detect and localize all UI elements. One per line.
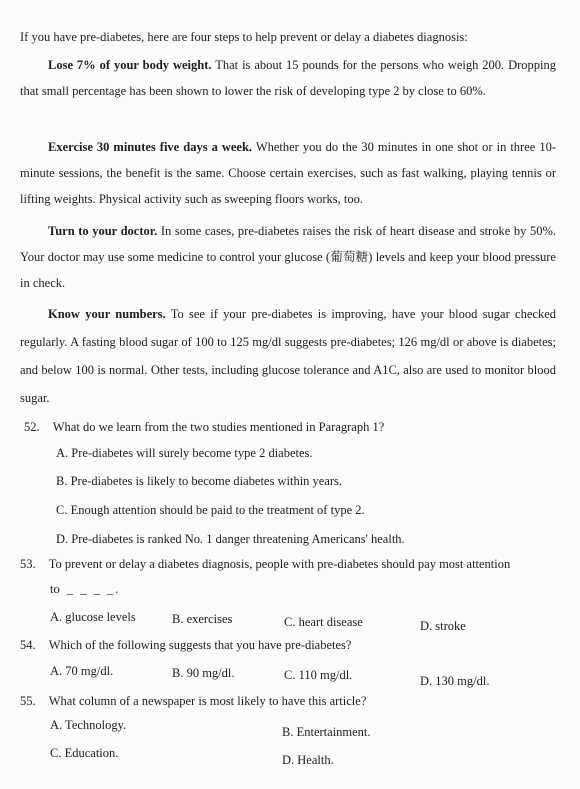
option-54-c: C. 110 mg/dl. — [284, 668, 353, 682]
option-55-d: D. Health. — [282, 753, 334, 767]
option-53-d: D. stroke — [420, 619, 466, 633]
step-4-lead: Know your numbers. — [48, 307, 166, 321]
option-53-a: A. glucose levels — [50, 610, 136, 624]
question-stem: What column of a newspaper is most likely to have this article? — [48, 694, 367, 708]
step-3-lead: Turn to your doctor. — [48, 224, 158, 238]
option-53-c: C. heart disease — [284, 615, 363, 629]
option-54-b: B. 90 mg/dl. — [172, 666, 235, 680]
option-54-d: D. 130 mg/dl. — [420, 674, 490, 688]
question-52 — [24, 420, 384, 435]
question-54 — [20, 638, 351, 653]
step-paragraph-3 — [20, 218, 556, 296]
question-stem-cont: to — [50, 582, 60, 596]
intro-text: If you have pre-diabetes, here are four steps to help prevent or delay a diabetes diagnosis: — [20, 30, 468, 44]
option-52-d: D. Pre-diabetes is ranked No. 1 danger threatening Americans' health. — [56, 532, 405, 546]
option-55-c: C. Education. — [50, 746, 119, 760]
question-53-continuation — [50, 582, 120, 597]
option-54-a: A. 70 mg/dl. — [50, 664, 114, 678]
question-stem: What do we learn from the two studies mentioned in Paragraph 1? — [52, 420, 385, 434]
option-53-b: B. exercises — [172, 612, 233, 626]
step-4-text: To see if your pre-diabetes is improving, have your blood sugar checked regularly. A fasting blood sugar of 100 to 125 mg/dl suggests pre-diabetes; 126 mg/dl or above is diabetes; and below 100 is normal. Other tests, including glucose tolerance and A1C, also are used to monitor blood sugar. — [20, 307, 556, 405]
question-number: 55. — [20, 694, 36, 708]
option-55-a: A. Technology. — [50, 718, 127, 732]
step-1-lead: Lose 7% of your body weight. — [48, 58, 212, 72]
question-number: 52. — [24, 420, 40, 434]
step-paragraph-4 — [20, 300, 556, 412]
step-3-text: In some cases, pre-diabetes raises the risk of heart disease and stroke by 50%. Your doctor may use some medicine to control your glucose (葡萄糖) levels and keep your blood pressure in check. — [20, 224, 556, 290]
step-2-text: Whether you do the 30 minutes in one shot or in three 10-minute sessions, the benefit is the same. Choose certain exercises, such as fast walking, playing tennis or lifting weights. Physical activity such as sweeping floors works, too. — [20, 140, 556, 206]
question-stem: Which of the following suggests that you have pre-diabetes? — [48, 638, 352, 652]
question-55 — [20, 694, 366, 709]
step-1-text: That is about 15 pounds for the persons who weigh 200. Dropping that small percentage has been shown to lower the risk of developing type 2 by close to 60%. — [20, 58, 556, 98]
step-2-lead: Exercise 30 minutes five days a week. — [48, 140, 253, 154]
intro-paragraph — [20, 24, 556, 50]
option-52-a: A. Pre-diabetes will surely become type 2 diabetes. — [56, 446, 313, 460]
option-55-b: B. Entertainment. — [282, 725, 371, 739]
answer-blank: _ _ _ _. — [66, 582, 121, 596]
step-paragraph-2 — [20, 134, 556, 212]
step-paragraph-1 — [20, 52, 556, 104]
question-stem: To prevent or delay a diabetes diagnosis, people with pre-diabetes should pay most attention — [48, 557, 511, 571]
question-number: 53. — [20, 557, 36, 571]
question-53 — [20, 557, 510, 572]
option-52-b: B. Pre-diabetes is likely to become diabetes within years. — [56, 474, 343, 488]
option-52-c: C. Enough attention should be paid to the treatment of type 2. — [56, 503, 365, 517]
question-number: 54. — [20, 638, 36, 652]
